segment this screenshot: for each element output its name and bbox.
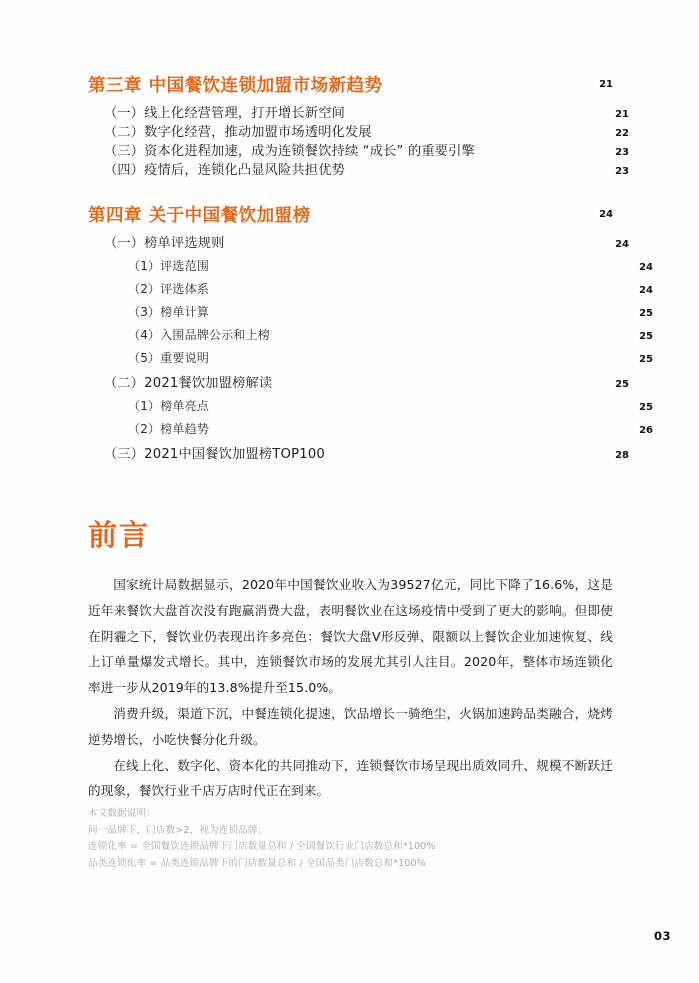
toc-entry-label: （二）数字化经营，推动加盟市场透明化发展 bbox=[104, 125, 372, 140]
toc-chapter-3 bbox=[88, 72, 629, 178]
toc-entry-label: （三）2021中国餐饮加盟榜TOP100 bbox=[104, 447, 325, 462]
toc-entry-page: 26 bbox=[639, 425, 653, 436]
toc-entry[interactable] bbox=[128, 326, 653, 343]
toc-chapter-heading[interactable] bbox=[88, 202, 613, 227]
toc-entry-page: 23 bbox=[615, 147, 629, 158]
toc-entry-page: 21 bbox=[615, 109, 629, 120]
toc-chapter-page: 21 bbox=[599, 79, 613, 90]
data-note-line: 本文数据说明： bbox=[88, 808, 156, 819]
toc-entry-page: 25 bbox=[639, 331, 653, 342]
data-note-line: 同一品牌下，门店数>2，视为连锁品牌； bbox=[88, 824, 268, 836]
toc-entry-page: 25 bbox=[639, 402, 653, 413]
toc-entry-page: 25 bbox=[615, 379, 629, 390]
toc-entry[interactable] bbox=[128, 303, 653, 320]
toc-entry-page: 24 bbox=[615, 239, 629, 250]
data-note-line: 品类连锁化率 = 品类连锁品牌下的门店数量总和 / 全国品类门店数总和*100% bbox=[88, 857, 426, 869]
toc-entry-page: 22 bbox=[615, 128, 629, 139]
toc-entry[interactable] bbox=[104, 159, 629, 178]
toc-spacer bbox=[88, 180, 613, 202]
toc-entry-label: （一）线上化经营管理，打开增长新空间 bbox=[104, 106, 345, 121]
toc-entry[interactable] bbox=[104, 102, 629, 121]
toc-entry-label: （1）评选范围 bbox=[128, 259, 210, 273]
toc-entry-label: （三）资本化进程加速，成为连锁餐饮持续 “成长” 的重要引擎 bbox=[104, 144, 475, 159]
toc-entry-label: （5）重要说明 bbox=[128, 351, 210, 365]
page-number: 03 bbox=[653, 929, 671, 943]
toc-entry-page: 24 bbox=[639, 262, 653, 273]
toc-entry-page: 25 bbox=[639, 354, 653, 365]
table-of-contents bbox=[88, 72, 653, 468]
preface-paragraph: 消费升级，渠道下沉，中餐连锁化提速，饮品增长一骑绝尘，火锅加速跨品类融合，烧烤逆势增长，小吃快餐分化升级。 bbox=[88, 705, 613, 747]
toc-entry[interactable] bbox=[104, 140, 629, 159]
toc-entry-label: （2）评选体系 bbox=[128, 282, 210, 296]
data-notes bbox=[88, 806, 548, 872]
toc-chapter-heading[interactable] bbox=[88, 72, 613, 97]
toc-entry-label: （3）榜单计算 bbox=[128, 305, 210, 319]
toc-entry-label: （四）疫情后，连锁化凸显风险共担优势 bbox=[104, 163, 345, 178]
toc-entry-page: 23 bbox=[615, 166, 629, 177]
toc-chapter-title: 第四章 关于中国餐饮加盟榜 bbox=[88, 206, 311, 226]
toc-entry[interactable] bbox=[128, 280, 653, 297]
toc-entry-label: （1）榜单亮点 bbox=[128, 399, 210, 413]
toc-entry[interactable] bbox=[104, 443, 629, 462]
preface-section bbox=[88, 520, 613, 804]
data-note-line: 连锁化率 = 全国餐饮连锁品牌下门店数量总和 / 全国餐饮行业门店数总和*100% bbox=[88, 841, 436, 852]
toc-chapter-title: 第三章 中国餐饮连锁加盟市场新趋势 bbox=[88, 76, 383, 96]
preface-paragraph: 国家统计局数据显示，2020年中国餐饮业收入为39527亿元，同比下降了16.6%，这是近年来餐饮大盘首次没有跑赢消费大盘，表明餐饮业在这场疫情中受到了更大的影响。但即使在阴霾之下，餐饮业仍表现出许多亮色：餐饮大盘V形反弹、限额以上餐饮企业加速恢复、线上订单量爆发式增长。其中，连锁餐饮市场的发展尤其引人注目。2020年，整体市场连锁化率进一步从2019年的13.8%提升至15.0%。 bbox=[88, 576, 613, 696]
toc-entry-page: 28 bbox=[615, 450, 629, 461]
toc-entry-label: （二）2021餐饮加盟榜解读 bbox=[104, 376, 273, 391]
preface-paragraph: 在线上化、数字化、资本化的共同推动下，连锁餐饮市场呈现出质效同升、规模不断跃迁的现象，餐饮行业千店万店时代正在到来。 bbox=[88, 757, 613, 799]
toc-chapter-page: 24 bbox=[599, 209, 613, 220]
toc-entry[interactable] bbox=[128, 257, 653, 274]
toc-entry[interactable] bbox=[128, 397, 653, 414]
toc-entry[interactable] bbox=[128, 349, 653, 366]
toc-entry[interactable] bbox=[128, 420, 653, 437]
toc-entry[interactable] bbox=[104, 372, 629, 391]
toc-entry-label: （2）榜单趋势 bbox=[128, 422, 210, 436]
toc-entry-label: （4）入围品牌公示和上榜 bbox=[128, 328, 271, 342]
toc-entry-page: 24 bbox=[639, 285, 653, 296]
toc-entry-page: 25 bbox=[639, 308, 653, 319]
toc-entry[interactable] bbox=[104, 121, 629, 140]
toc-entry[interactable] bbox=[104, 232, 629, 251]
preface-title: 前言 bbox=[88, 518, 151, 552]
toc-entry-label: （一）榜单评选规则 bbox=[104, 236, 225, 251]
toc-chapter-4 bbox=[88, 202, 653, 462]
